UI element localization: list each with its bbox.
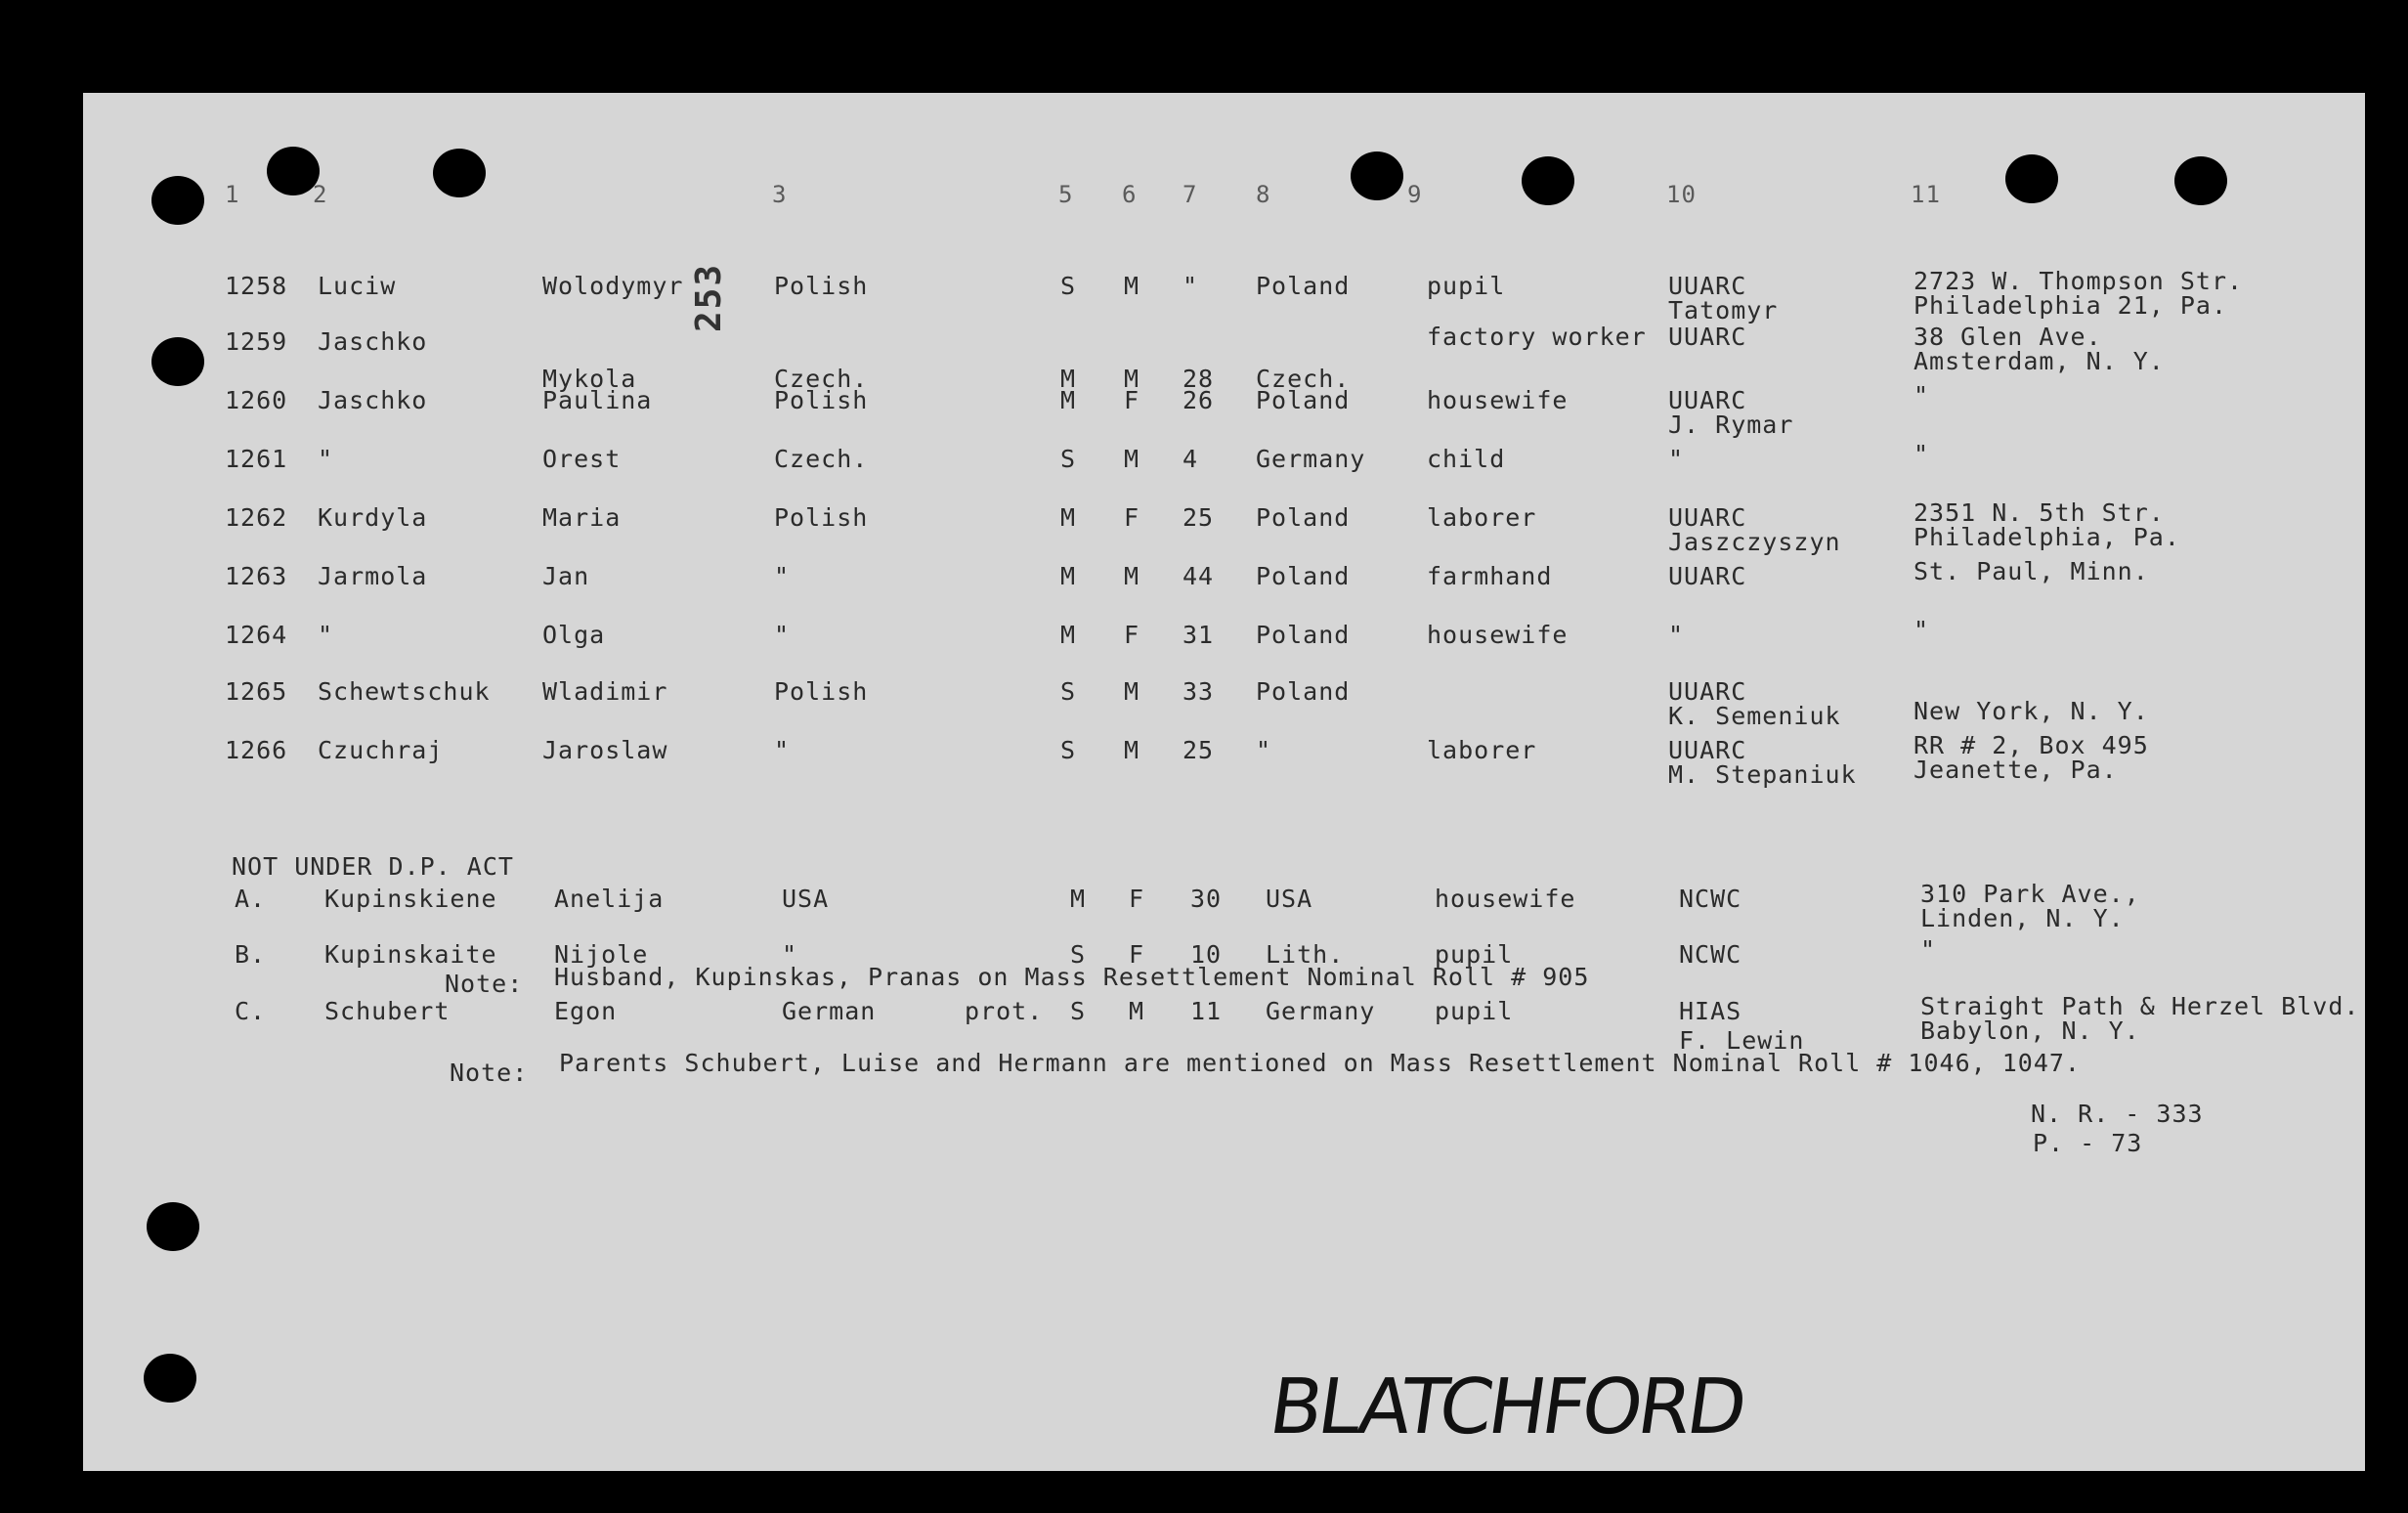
- surname: Jarmola: [318, 562, 428, 590]
- age: 28: [1182, 365, 1215, 393]
- marital-status: M: [1070, 885, 1087, 913]
- occupation: farmhand: [1427, 562, 1553, 590]
- given-name: Wladimir: [542, 677, 668, 706]
- given-name: Jan: [542, 562, 590, 590]
- nationality: Polish: [774, 503, 869, 532]
- country: Czech.: [1256, 365, 1351, 393]
- agency: UUARC: [1668, 677, 1747, 706]
- country: Poland: [1256, 677, 1351, 706]
- agency: UUARC: [1668, 562, 1747, 590]
- entry-number: 1263: [225, 562, 288, 590]
- roll-reference: N. R. - 333: [2031, 1100, 2204, 1128]
- occupation: child: [1427, 445, 1506, 473]
- sex: F: [1129, 885, 1145, 913]
- entry-number: 1258: [225, 272, 288, 300]
- religion: prot.: [965, 997, 1044, 1025]
- sex: M: [1124, 677, 1140, 706]
- marital-status: S: [1060, 445, 1077, 473]
- surname: Schewtschuk: [318, 677, 491, 706]
- surname: Jaschko: [318, 386, 428, 414]
- signature: BLATCHFORD: [1264, 1363, 1749, 1451]
- agency: UUARC: [1668, 736, 1747, 764]
- column-header: 7: [1182, 181, 1198, 208]
- agency: NCWC: [1679, 940, 1742, 969]
- given-name: Maria: [542, 503, 622, 532]
- age: 10: [1190, 940, 1223, 969]
- occupation: laborer: [1427, 503, 1537, 532]
- occupation: laborer: [1427, 736, 1537, 764]
- nationality: ": [774, 736, 791, 764]
- marital-status: S: [1060, 736, 1077, 764]
- punch-hole: [144, 1354, 196, 1403]
- address: 38 Glen Ave.: [1914, 323, 2102, 351]
- marital-status: M: [1060, 365, 1077, 393]
- address-line-2: Babylon, N. Y.: [1920, 1016, 2140, 1045]
- entry-number: 1265: [225, 677, 288, 706]
- address-line-2: Philadelphia 21, Pa.: [1914, 291, 2228, 320]
- column-header: 2: [313, 181, 328, 208]
- surname: Kupinskaite: [324, 940, 497, 969]
- nationality: ": [774, 562, 791, 590]
- section-title: NOT UNDER D.P. ACT: [232, 852, 514, 881]
- sex: M: [1129, 997, 1145, 1025]
- address: 2723 W. Thompson Str.: [1914, 267, 2244, 295]
- sponsor: K. Semeniuk: [1668, 702, 1841, 730]
- agency: UUARC: [1668, 323, 1747, 351]
- address: St. Paul, Minn.: [1914, 557, 2149, 585]
- address: Straight Path & Herzel Blvd.: [1920, 992, 2360, 1020]
- nationality: Czech.: [774, 445, 869, 473]
- punch-hole: [2174, 156, 2227, 205]
- sex: F: [1124, 503, 1140, 532]
- sex: M: [1124, 445, 1140, 473]
- column-header: 1: [225, 181, 240, 208]
- country: Poland: [1256, 386, 1351, 414]
- nationality: Czech.: [774, 365, 869, 393]
- sponsor: J. Rymar: [1668, 411, 1794, 439]
- given-name: Egon: [554, 997, 618, 1025]
- column-header: 3: [772, 181, 788, 208]
- surname: Kurdyla: [318, 503, 428, 532]
- age: 25: [1182, 736, 1215, 764]
- given-name: Mykola: [542, 365, 637, 393]
- surname: Czuchraj: [318, 736, 444, 764]
- punch-hole: [2005, 154, 2058, 203]
- given-name: Orest: [542, 445, 622, 473]
- country: Poland: [1256, 272, 1351, 300]
- column-header: 9: [1407, 181, 1423, 208]
- entry-number: 1262: [225, 503, 288, 532]
- punch-hole: [1351, 151, 1403, 200]
- nationality: Polish: [774, 677, 869, 706]
- column-header: 5: [1058, 181, 1074, 208]
- occupation: housewife: [1427, 386, 1569, 414]
- occupation: pupil: [1427, 272, 1506, 300]
- marital-status: M: [1060, 386, 1077, 414]
- surname: Schubert: [324, 997, 451, 1025]
- age: 4: [1182, 445, 1199, 473]
- address: ": [1914, 616, 1930, 644]
- given-name: Wolodymyr: [542, 272, 684, 300]
- age: 25: [1182, 503, 1215, 532]
- given-name: Nijole: [554, 940, 649, 969]
- address-line-2: Philadelphia, Pa.: [1914, 523, 2180, 551]
- address-line-2: New York, N. Y.: [1914, 697, 2149, 725]
- page-reference: P. - 73: [2033, 1129, 2143, 1157]
- column-header: 6: [1122, 181, 1138, 208]
- entry-letter: A.: [235, 885, 267, 913]
- country: ": [1256, 736, 1272, 764]
- sponsor: Jaszczyszyn: [1668, 528, 1841, 556]
- address: ": [1914, 440, 1930, 468]
- address: ": [1914, 381, 1930, 410]
- note-text: Husband, Kupinskas, Pranas on Mass Resettlement Nominal Roll # 905: [554, 963, 1590, 991]
- punch-hole: [267, 147, 320, 195]
- occupation: housewife: [1427, 621, 1569, 649]
- age: 30: [1190, 885, 1223, 913]
- agency: ": [1668, 445, 1685, 473]
- address-line-2: Linden, N. Y.: [1920, 904, 2125, 932]
- sex: M: [1124, 272, 1140, 300]
- occupation: factory worker: [1427, 323, 1647, 351]
- sex: F: [1124, 386, 1140, 414]
- age: ": [1182, 272, 1199, 300]
- marital-status: S: [1070, 997, 1087, 1025]
- column-header: 8: [1256, 181, 1271, 208]
- punch-hole: [147, 1202, 199, 1251]
- nationality: Polish: [774, 272, 869, 300]
- nationality: Polish: [774, 386, 869, 414]
- marital-status: S: [1060, 272, 1077, 300]
- entry-number: 1261: [225, 445, 288, 473]
- agency: HIAS: [1679, 997, 1742, 1025]
- agency: NCWC: [1679, 885, 1742, 913]
- marital-status: S: [1060, 677, 1077, 706]
- page-number-stamp: 253: [689, 262, 729, 332]
- sponsor: F. Lewin: [1679, 1026, 1805, 1055]
- country: Germany: [1266, 997, 1376, 1025]
- marital-status: M: [1060, 503, 1077, 532]
- occupation: pupil: [1435, 940, 1514, 969]
- sponsor: M. Stepaniuk: [1668, 760, 1857, 789]
- age: 33: [1182, 677, 1215, 706]
- age: 26: [1182, 386, 1215, 414]
- age: 11: [1190, 997, 1223, 1025]
- marital-status: M: [1060, 621, 1077, 649]
- address: RR # 2, Box 495: [1914, 731, 2149, 759]
- punch-hole: [151, 337, 204, 386]
- surname: Luciw: [318, 272, 397, 300]
- sex: M: [1124, 736, 1140, 764]
- address-line-2: Amsterdam, N. Y.: [1914, 347, 2165, 375]
- given-name: Anelija: [554, 885, 665, 913]
- entry-letter: B.: [235, 940, 267, 969]
- note-text: Parents Schubert, Luise and Hermann are mentioned on Mass Resettlement Nominal Roll # 1046, 1047.: [559, 1049, 2081, 1077]
- age: 31: [1182, 621, 1215, 649]
- address: 310 Park Ave.,: [1920, 880, 2140, 908]
- age: 44: [1182, 562, 1215, 590]
- nationality: ": [782, 940, 798, 969]
- column-header: 10: [1666, 181, 1697, 208]
- marital-status: M: [1060, 562, 1077, 590]
- surname: Kupinskiene: [324, 885, 497, 913]
- given-name: Jaroslaw: [542, 736, 668, 764]
- marital-status: S: [1070, 940, 1087, 969]
- entry-letter: C.: [235, 997, 267, 1025]
- surname: ": [318, 621, 334, 649]
- entry-number: 1264: [225, 621, 288, 649]
- agency: UUARC: [1668, 386, 1747, 414]
- sponsor: Tatomyr: [1668, 296, 1779, 324]
- sex: F: [1124, 621, 1140, 649]
- country: Poland: [1256, 621, 1351, 649]
- address-line-2: Jeanette, Pa.: [1914, 756, 2118, 784]
- nationality: German: [782, 997, 877, 1025]
- country: Poland: [1256, 562, 1351, 590]
- punch-hole: [151, 176, 204, 225]
- entry-number: 1260: [225, 386, 288, 414]
- address: ": [1920, 935, 1937, 964]
- occupation: pupil: [1435, 997, 1514, 1025]
- country: Poland: [1256, 503, 1351, 532]
- punch-hole: [1522, 156, 1574, 205]
- given-name: Paulina: [542, 386, 653, 414]
- surname: Jaschko: [318, 327, 428, 356]
- nationality: USA: [782, 885, 830, 913]
- country: Germany: [1256, 445, 1366, 473]
- address: 2351 N. 5th Str.: [1914, 498, 2165, 527]
- agency: UUARC: [1668, 272, 1747, 300]
- punch-hole: [433, 149, 486, 197]
- entry-number: 1259: [225, 327, 288, 356]
- surname: ": [318, 445, 334, 473]
- country: USA: [1266, 885, 1313, 913]
- country: Lith.: [1266, 940, 1345, 969]
- sex: M: [1124, 562, 1140, 590]
- column-header: 11: [1911, 181, 1941, 208]
- note-label: Note:: [445, 970, 524, 998]
- sex: M: [1124, 365, 1140, 393]
- note-label: Note:: [450, 1059, 529, 1087]
- entry-number: 1266: [225, 736, 288, 764]
- occupation: housewife: [1435, 885, 1576, 913]
- agency: UUARC: [1668, 503, 1747, 532]
- given-name: Olga: [542, 621, 606, 649]
- agency: ": [1668, 621, 1685, 649]
- sex: F: [1129, 940, 1145, 969]
- nationality: ": [774, 621, 791, 649]
